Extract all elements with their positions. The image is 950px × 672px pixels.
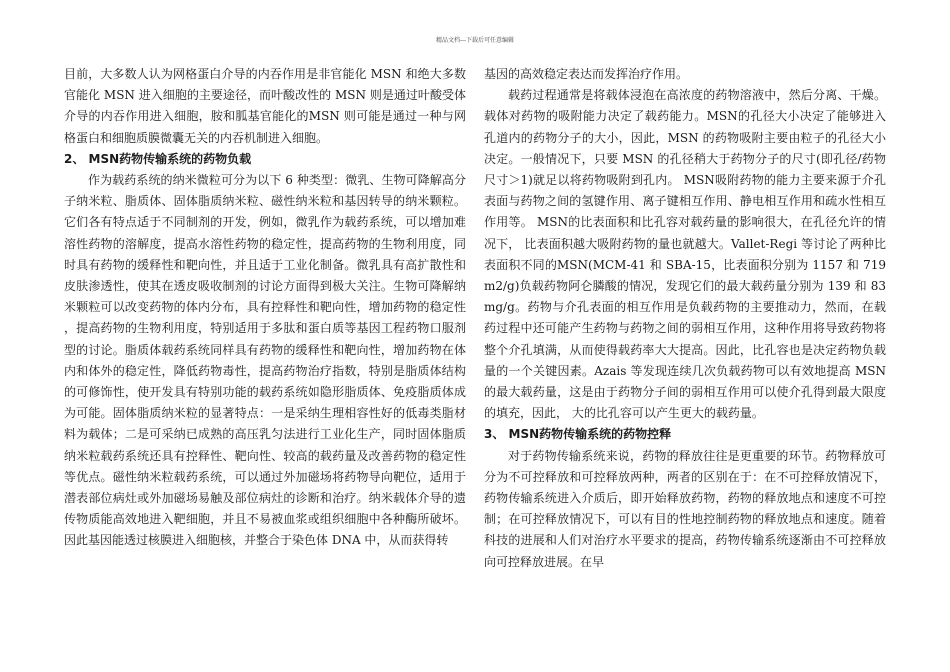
section-heading-controlled-release: 3、 MSN药物传输系统的药物控释	[484, 427, 672, 442]
paragraph-release-types: 对于药物传输系统来说，药物的释放往往是更重要的环节。药物释放可分为不可控释放和可控释放两种，两者的区别在于：在不可控释放情况下，药物传输系统进入介质后，即开始释放药物，药物的释放地点和速度不可控制；在可控释放情况下，可以有目的性地控制药物的释放地点和速度。随着科技的进展和人们对治疗水平要求的提高，药物传输系统逐渐由不可控释放向可控释放进展。在早	[484, 448, 886, 569]
left-column	[64, 64, 466, 552]
page-header: 精品文档---下载后可任意编辑	[435, 37, 515, 44]
paragraph-endocytosis: 目前，大多数人认为网格蛋白介导的内吞作用是非官能化 MSN 和绝大多数官能化 MSN 进入细胞的主要途径，而叶酸改性的 MSN 则是通过叶酸受体介导的内吞作用进入细胞，胺和胍基官能化的MSN 则可能是通过一种与网格蛋白和细胞质膜微囊无关的内吞机制进入细胞。	[64, 67, 466, 145]
paragraph-nanoparticle-types: 作为载药系统的纳米微粒可分为以下 6 种类型：微乳、生物可降解高分子纳米粒、脂质体、固体脂质纳米粒、磁性纳米粒和基因转导的纳米颗粒。它们各有特点适于不同制剂的开发，例如，微乳作为载药系统，可以增加难溶性药物的溶解度，提高水溶性药物的稳定性，提高药物的生物利用度，同时具有药物的缓释性和靶向性，并且适于工业化制备。微乳具有高扩散性和皮肤渗透性，使其在透皮吸收制剂的讨论方面得到极大关注。生物可降解纳米颗粒可以改变药物的体内分布，具有控释性和靶向性，增加药物的稳定性 ，提高药物的生物利用度，特别适用于多肽和蛋白质等基因工程药物口服剂型的讨论。脂质体载药系统同样具有药物的缓释性和靶向性，增加药物在体内和体外的稳定性，降低药物毒性，提高药物治疗指数，特别是脂质体结构的可修饰性，使开发具有特别功能的载药系统如隐形脂质体、免疫脂质体成为可能。固体脂质纳米粒的显著特点：一是采纳生理相容性好的低毒类脂材料为载体；二是可采纳已成熟的高压乳匀法进行工业化生产，同时固体脂质纳米粒载药系统还具有控释性、靶向性、较高的载药量及改善药物的稳定性等优点。磁性纳米粒载药系统，可以通过外加磁场将药物导向靶位，适用于潜表部位病灶或外加磁场易触及部位病灶的诊断和治疗。纳米载体介导的遗传物质能高效地进入靶细胞，并且不易被血浆或组织细胞中各种酶所破坏。因此基因能透过核膜进入细胞核，并整合于染色体 DNA 中，从而获得转	[64, 173, 466, 548]
paragraph-loading-process: 载药过程通常是将载体浸泡在高浓度的药物溶液中，然后分离、干燥。载体对药物的吸附能力决定了载药能力。MSN的孔径大小决定了能够进入孔道内的药物分子的大小，因此，MSN 的药物吸附主要由粒子的孔径大小决定。一般情况下，只要 MSN 的孔径稍大于药物分子的尺寸(即孔径/药物尺寸＞1)就足以将药物吸附到孔内。 MSN吸附药物的能力主要来源于介孔表面与药物之间的氢键作用、离子键相互作用、静电相互作用和疏水性相互作用等。 MSN的比表面积和比孔容对载药量的影响很大，在孔径允许的情况下， 比表面积越大吸附药物的量也就越大。Vallet-Regi 等讨论了两种比表面积不同的MSN(MCM-41 和 SBA-15，比表面积分别为 1157 和 719 m2/g)负载药物阿仑膦酸的情况，发现它们的最大载药量分别为 139 和 83 mg/g。药物与介孔表面的相互作用是负载药物的主要推动力，然而，在载药过程中还可能产生药物与药物之间的弱相互作用，这种作用将导致药物将整个介孔填满，从而使得载药率大大提高。因此，比孔容也是决定药物负载量的一个关键因素。Azais 等发现连续几次负载药物可以有效地提高 MSN 的最大载药量，这是由于药物分子间的弱相互作用可以使介孔得到最大限度的填充，因此， 大的比孔容可以产生更大的载药量。	[484, 88, 886, 421]
right-column	[484, 64, 886, 573]
section-heading-drug-loading: 2、 MSN药物传输系统的药物负载	[64, 151, 252, 166]
paragraph-gene-expression: 基因的高效稳定表达而发挥治疗作用。	[484, 67, 689, 81]
